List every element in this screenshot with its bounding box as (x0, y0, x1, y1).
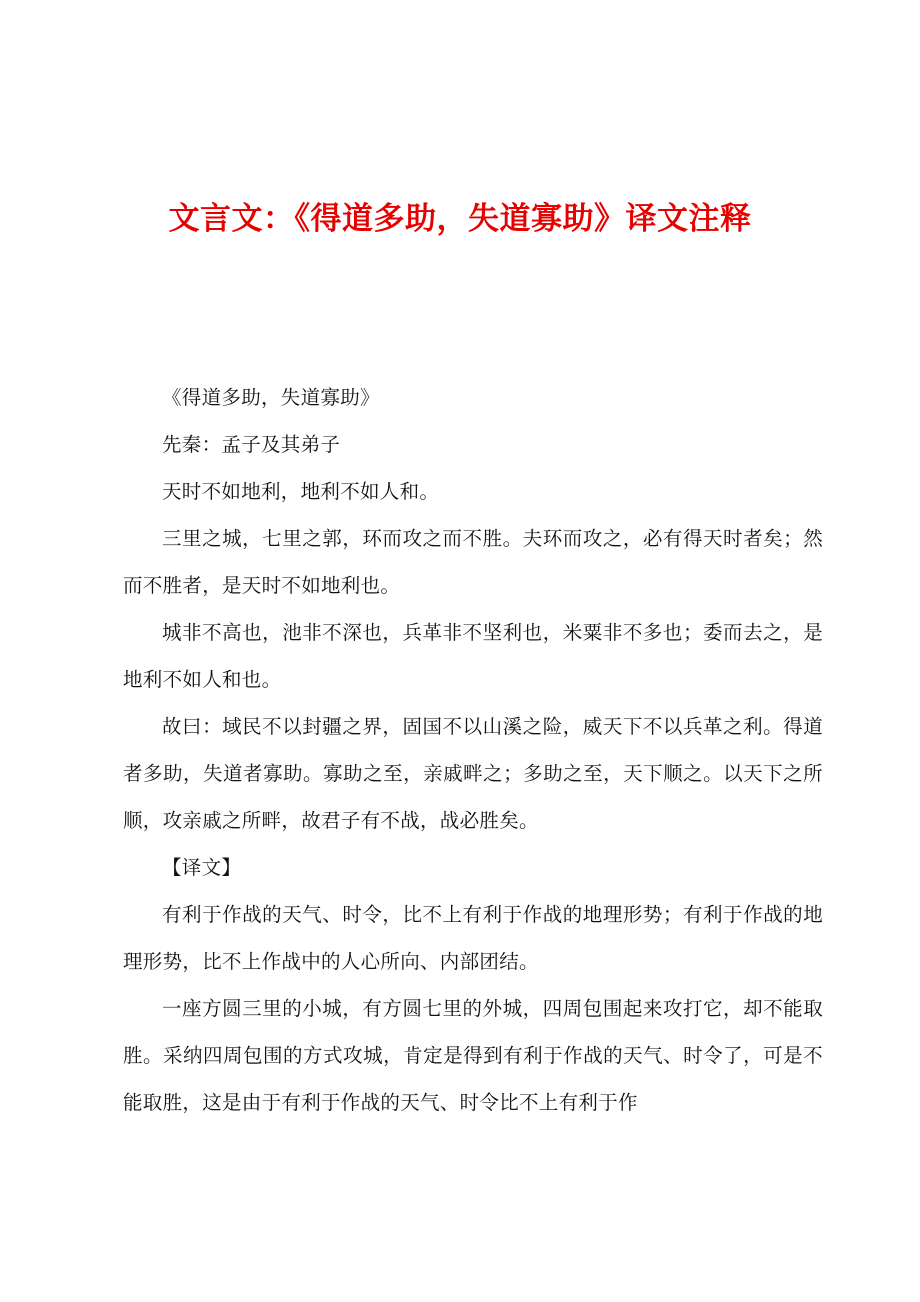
paragraph-book-title: 《得道多助，失道寡助》 (162, 386, 380, 409)
paragraph-original-2: 三里之城，七里之郭，环而攻之而不胜。夫环而攻之，必有得天时者矣；然而不胜者，是天时不如地利也。 (123, 527, 823, 597)
paragraph-translation-1: 有利于作战的天气、时令，比不上有利于作战的地理形势；有利于作战的地理形势，比不上作战中的人心所向、内部团结。 (123, 903, 823, 973)
paragraph-original-1: 天时不如地利，地利不如人和。 (162, 480, 440, 503)
document-body (123, 374, 823, 1126)
paragraph-original-3: 城非不高也，池非不深也，兵革非不坚利也，米粟非不多也；委而去之，是地利不如人和也。 (123, 621, 823, 691)
section-heading-translation: 【译文】 (162, 856, 242, 879)
paragraph-original-4: 故曰：域民不以封疆之界，固国不以山溪之险，威天下不以兵革之利。得道者多助，失道者寡助。寡助之至，亲戚畔之；多助之至，天下顺之。以天下之所顺，攻亲戚之所畔，故君子有不战，战必胜矣。 (123, 715, 823, 832)
paragraph-author: 先秦：孟子及其弟子 (162, 433, 341, 456)
document-title: 文言文：《得道多助，失道寡助》译文注释 (168, 201, 752, 237)
paragraph-translation-2: 一座方圆三里的小城，有方圆七里的外城，四周包围起来攻打它，却不能取胜。采纳四周包围的方式攻城，肯定是得到有利于作战的天气、时令了，可是不能取胜，这是由于有利于作战的天气、时令比不上有利于作 (123, 997, 823, 1114)
